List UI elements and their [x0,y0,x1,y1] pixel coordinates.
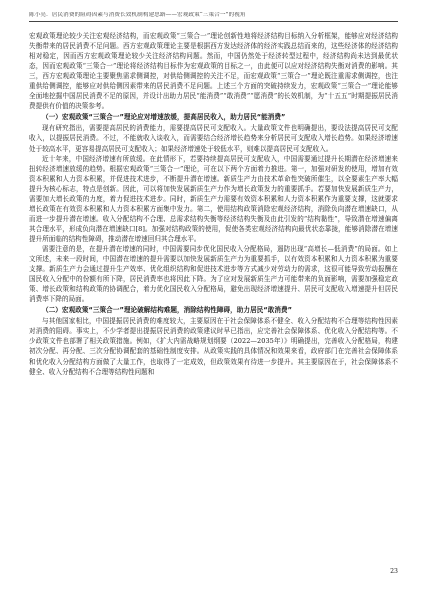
page-number: 23 [390,568,398,575]
section-heading-1: （一）宏观政策“三策合一”理论应对增速放缓，提高居民收入，助力居民“能消费” [42,113,286,122]
running-header: 陈小亮．居民消费的阻碍因素与消费长效机制构建思路——宏观政策“三策合一”的视角 [29,12,246,18]
section-heading-2: （二）宏观政策“三策合一”理论破解结构难题，消除结构性障碍，助力居民“敢消费” [42,306,293,315]
paragraph-3: 近十年来，中国经济增速有所放缓。在此情形下，若要持续提高居民可支配收入，中国需要通过提升长期潜在经济增速来扭转经济增速放缓的趋势。根据宏观政策“三策合一”理论，可在以下两个方面着力推进。第一，加强对研发的使用，增加有效资本积累和人力资本积累，并促进技术进步，不断提升潜在增速。新质生产力由技术革命性突破所催生，以全要素生产率大幅提升为核心标志，特点是创新。因此，可以将加快发展新质生产力作为增长政策发力的重要抓手。若要加快发展新质生产力，需要加大增长政策的力度，着力促进技术进步。同时，新质生产力需要有效资本积累和人力资本积累作为重要支撑，这就要求增长政策在有效资本积累和人力资本积累方面集中发力。第二，使用结构政策消除宏观经济结构，消除负向潜在增速缺口，从而进一步提升潜在增速。收入分配结构不合理、总需求结构失衡等经济结构失衡及由此引发的“结构黏性”，导致潜在增速偏离其合理水平，形成负向潜在增速缺口[8]。加强对结构政策的使用，促使各类宏观经济结构向最优状态靠拢，能够消除潜在增速提升所面临的结构性障碍，推动潜在增速回归其合理水平。 [29,154,398,243]
paragraph-5: 与其他国家相比，中国提振居民消费的难度较大，主要原因在于社会保障体系不健全、收入分配结构不合理等结构性因素对消费的阻碍。事实上，不少学者提出提振居民消费的政策建议时早已指出，应完善社会保障体系、优化收入分配结构等。不少政策文件也部署了相关政策措施。例如，《扩大内需战略规划纲要（2022—2035年）》明确提出，完善收入分配格局，构建初次分配、再分配、三次分配协调配套的基础性制度安排。从政策实践的具体情况和效果来看，政府部门在完善社会保障体系和优化收入分配结构方面做了大量工作，也取得了一定成效，但政策效果有待进一步提升。其主要原因在于，社会保障体系不健全、收入分配结构不合理等结构性问题和 [29,317,398,376]
paragraph-4: 需要注意的是，在提升潜在增速的同时，中国需要同步优化国民收入分配格局，遏防出现“高增长—低消费”的局面。如上文所述，未来一段时间，中国潜在增速的提升需要以加快发展新质生产力为重要抓手，以有效资本积累和人力资本积累为重要支撑。新质生产力会通过提升生产效率、优化组织结构和促进技术进步等方式减少对劳动力的需求，这很可能导致劳动报酬在国民收入分配中的份额有所下降，居民消费率也将因此下降。为了应对发展新质生产力可能带来的负面影响，需要加强稳定政策、增长政策和结构政策的协调配合，着力优化国民收入分配格局，避免出现经济增速提升、居民可支配收入增速提升但居民消费率下降的局面。 [29,244,398,304]
body-text [29,31,398,377]
header-rule [29,21,398,22]
paragraph-2: 现有研究指出，需要提高居民的消费能力，需要提高居民可支配收入。大量政策文件也明确提出，要设法提高居民可支配收入，以提振居民消费。不过，不能就收入谈收入，而需要结合经济增长趋势来分析居民可支配收入增长趋势。如果经济增速处于较高水平，更容易提高居民可支配收入；如果经济增速处于较低水平，则难以提高居民可支配收入。 [29,124,398,153]
paragraph-1: 宏观政策理论较少关注宏观经济结构，而宏观政策“三策合一”理论创新性地将经济结构目标纳入分析框架，能够应对经济结构失衡带来的居民消费不足问题。西方宏观政策理论主要是根据西方发达经济体的经济实践总结而来的，这些经济体的经济结构相对稳定，因而西方宏观政策理论较少关注经济结构问题。然而，中国仍然处于经济转型过程中，经济结构尚未达到最优状态，因而宏观政策“三策合一”理论将经济结构目标作为宏观政策的目标之一，由此便可以应对经济结构失衡对消费的影响。其三，西方宏观政策理论主要聚焦需求侧调控，对供给侧调控的关注不足，而宏观政策“三策合一”理论既注重需求侧调控，也注重供给侧调控，能够应对供给侧因素带来的居民消费不足问题。上述三个方面的突破持续发力，宏观政策“三策合一”理论能够全面地挖掘中国居民消费不足的原因，并设计出助力居民“能消费”“敢消费”“愿消费”的长效机制，为“十五五”时期提振居民消费提供有价值的决策参考。 [29,32,398,111]
